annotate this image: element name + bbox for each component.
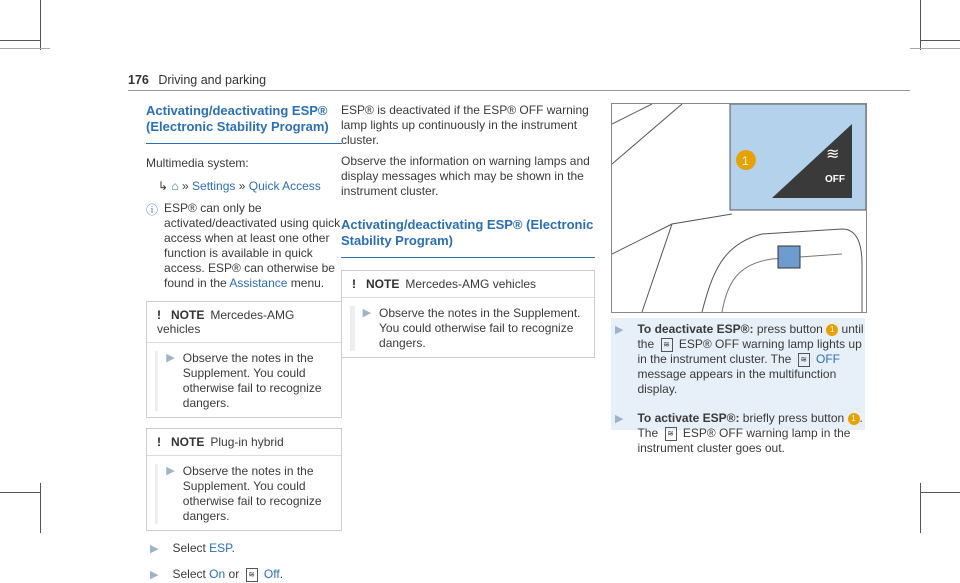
section-title: Driving and parking (158, 73, 267, 87)
step-text: briefly press button (742, 411, 845, 425)
esp-link[interactable]: ESP (209, 541, 232, 555)
callout-badge: 1 (848, 413, 860, 425)
nav-quick-access[interactable]: Quick Access (248, 179, 321, 193)
nav-path (158, 177, 342, 195)
note-title: Mercedes-AMG vehicles (405, 277, 537, 291)
crop-mark (920, 492, 960, 493)
off-link: OFF (816, 352, 841, 366)
note-body: Observe the notes in the Supplement. You could otherwise fail to recognize dangers. (182, 464, 322, 523)
nav-settings[interactable]: Settings (192, 179, 236, 193)
note-body: Observe the notes in the Supplement. You could otherwise fail to recognize dangers. (182, 351, 322, 410)
crop-mark (40, 483, 41, 533)
crop-mark (920, 40, 960, 41)
callout-number: 1 (742, 154, 749, 168)
column-right-steps (611, 322, 865, 456)
off-link[interactable]: Off (263, 567, 280, 581)
crop-mark (920, 0, 921, 50)
note-body: Observe the notes in the Supplement. You could otherwise fail to recognize dangers. (379, 306, 581, 350)
triangle-right-icon: ▶ (150, 569, 159, 581)
section-heading: Activating/deactivating ESP® (Electronic Stability Program) (146, 103, 329, 134)
note-label: NOTE (366, 277, 400, 291)
triangle-right-icon: ▶ (150, 543, 159, 555)
car-skid-icon: ≋ (826, 146, 840, 163)
esp-off-icon: ≋ (246, 568, 258, 582)
esp-off-icon: ≋ (661, 338, 673, 352)
step-text: ESP® OFF warning lamp lights up in the instrument cluster. The (637, 337, 862, 366)
info-text: ESP® can only be activated/deactivated using quick access when at least one other function is available in quick access. ESP® can otherwise be found in the (164, 201, 341, 290)
note-label: NOTE (171, 435, 205, 449)
warning-icon: ! (157, 308, 161, 322)
note-box (341, 270, 595, 358)
crop-mark (40, 0, 41, 50)
step-text: . (859, 411, 863, 425)
triangle-right-icon: ▶ (166, 352, 175, 364)
esp-off-icon: ≋ (665, 427, 677, 441)
heading-rule (341, 257, 595, 258)
warning-icon: ! (157, 435, 161, 449)
note-bar (350, 306, 355, 351)
assistance-link[interactable]: Assistance (229, 276, 288, 290)
crop-mark (0, 48, 50, 49)
column-left (146, 103, 342, 583)
triangle-right-icon: ▶ (615, 413, 624, 425)
info-block (146, 201, 342, 291)
heading-rule (146, 143, 342, 144)
on-link[interactable]: On (209, 567, 226, 581)
esp-off-icon: ≋ (798, 353, 810, 367)
step-select-on-off (146, 567, 342, 583)
system-label: Multimedia system: (146, 156, 249, 170)
home-icon[interactable]: ⌂ (171, 179, 179, 193)
triangle-right-icon: ▶ (615, 324, 624, 336)
step-text: . (231, 541, 235, 555)
callout-badge: 1 (826, 324, 838, 336)
note-box (146, 428, 342, 531)
section-heading: Activating/deactivating ESP® (Electronic Stability Program) (341, 217, 594, 248)
info-text-end: menu. (290, 276, 325, 290)
step-text: message appears in the multifunction display. (637, 367, 837, 396)
esp-button-location (778, 246, 800, 268)
header-rule (128, 90, 910, 91)
crop-mark (920, 483, 921, 533)
double-chevron-icon: » (182, 179, 189, 193)
warning-icon: ! (352, 277, 356, 291)
step-text: ESP® OFF warning lamp in the instrument cluster goes out. (637, 426, 851, 455)
paragraph: ESP® is deactivated if the ESP® OFF warning lamp lights up continuously in the instrument cluster. (341, 103, 589, 147)
note-label: NOTE (171, 308, 205, 322)
step-deactivate (611, 322, 865, 397)
esp-button-figure (611, 103, 867, 313)
note-bar (155, 351, 158, 411)
step-text: until the (637, 322, 864, 351)
step-text: The (637, 426, 659, 440)
note-box (146, 301, 342, 418)
nav-arrow-icon: ↳ (158, 179, 169, 193)
info-icon: ⓘ (146, 203, 159, 217)
esp-button-label: OFF (825, 174, 845, 185)
triangle-right-icon: ▶ (362, 307, 372, 319)
crop-mark (910, 48, 960, 49)
console-illustration (612, 104, 866, 312)
note-title: Plug-in hybrid (210, 435, 284, 449)
step-text: Select (172, 541, 206, 555)
step-select-esp (146, 541, 342, 557)
step-text: Select (172, 567, 206, 581)
step-text: . (279, 567, 284, 581)
column-middle (341, 103, 595, 366)
crop-mark (0, 40, 40, 41)
page-header (128, 73, 266, 87)
step-text: press button (756, 322, 823, 336)
step-activate (611, 411, 865, 456)
double-chevron-icon: » (238, 179, 246, 193)
page-number: 176 (128, 73, 149, 87)
step-text: or (228, 567, 240, 581)
step-label: To activate ESP®: (637, 411, 740, 425)
note-title: Mercedes-AMG vehicles (157, 308, 295, 336)
crop-mark (0, 492, 40, 493)
step-label: To deactivate ESP®: (637, 322, 754, 336)
triangle-right-icon: ▶ (166, 465, 175, 477)
paragraph: Observe the information on warning lamps and display messages which may be shown in the instrument cluster. (341, 154, 590, 198)
note-bar (155, 464, 158, 524)
